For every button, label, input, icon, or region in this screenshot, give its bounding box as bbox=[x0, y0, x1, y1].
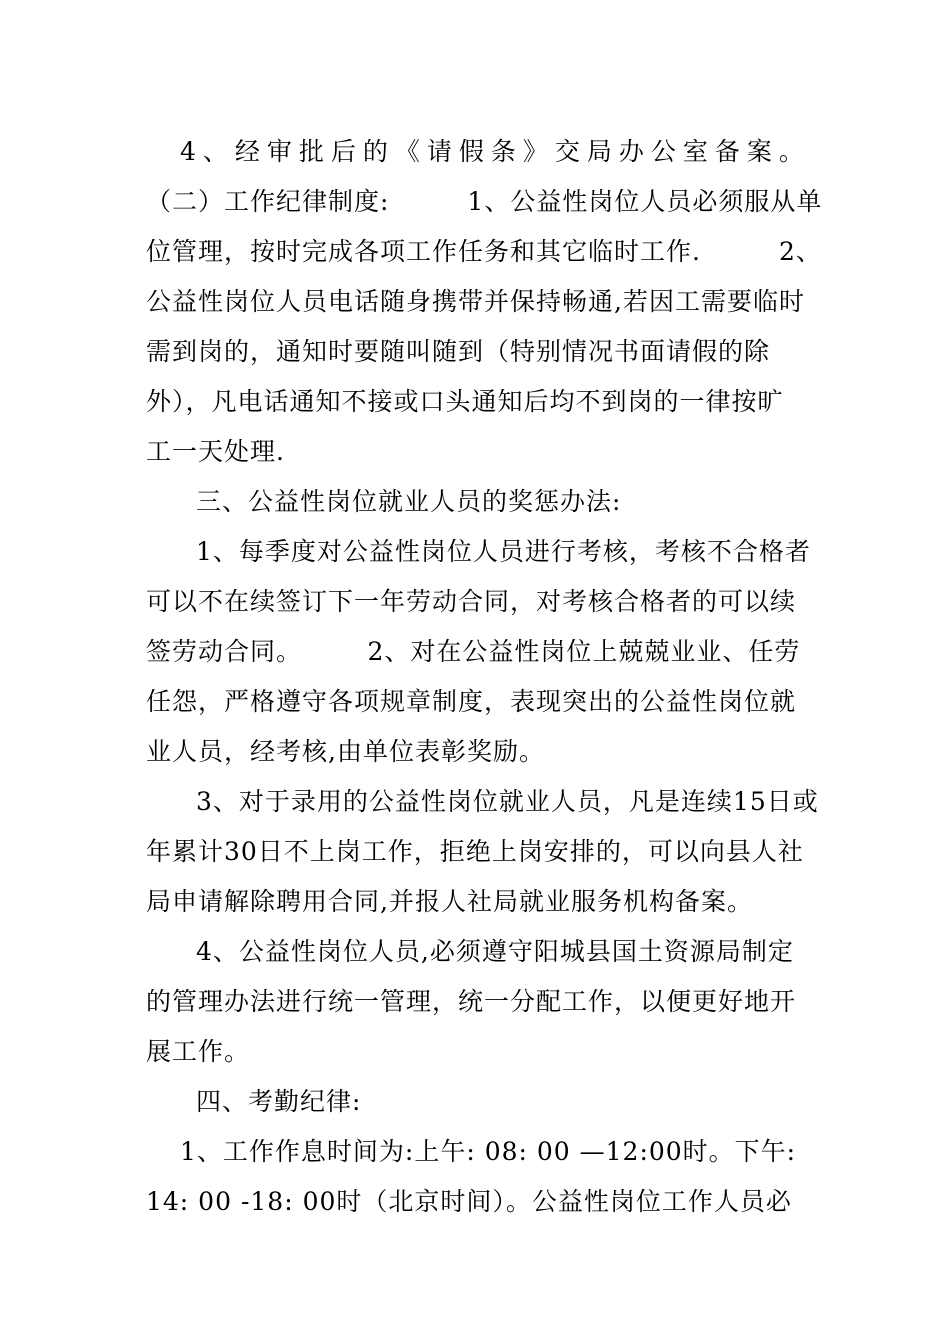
section-heading-4: 四、考勤纪律: bbox=[196, 1087, 362, 1116]
text-line-18: 的管理办法进行统一管理，统一分配工作，以便更好地开 bbox=[146, 987, 797, 1016]
text-line-6: 外），凡电话通知不接或口头通知后均不到岗的一律按旷 bbox=[146, 387, 784, 416]
text-line-19: 展工作。 bbox=[146, 1037, 251, 1066]
text-line-13: 业人员，经考核,由单位表彰奖励。 bbox=[146, 737, 545, 766]
text-line-21: 1、工作作息时间为:上午: 08: 00 —12:00时。下午: bbox=[180, 1137, 797, 1166]
text-line-9: 1、每季度对公益性岗位人员进行考核，考核不合格者 bbox=[196, 537, 811, 566]
text-line-5: 需到岗的，通知时要随叫随到（特别情况书面请假的除 bbox=[146, 337, 771, 366]
text-line-14: 3、对于录用的公益性岗位就业人员，凡是连续15日或 bbox=[196, 787, 819, 816]
text-line-4: 公益性岗位人员电话随身携带并保持畅通,若因工需要临时 bbox=[146, 287, 805, 316]
text-line-10: 可以不在续签订下一年劳动合同，对考核合格者的可以续 bbox=[146, 587, 797, 616]
text-line-2: （二）工作纪律制度: 1、公益性岗位人员必须服从单 bbox=[146, 187, 823, 216]
text-line-3: 位管理，按时完成各项工作任务和其它临时工作. 2、 bbox=[146, 237, 822, 266]
text-line-11: 签劳动合同。 2、对在公益性岗位上兢兢业业、任劳 bbox=[146, 637, 801, 666]
text-line-17: 4、公益性岗位人员,必须遵守阳城县国土资源局制定 bbox=[196, 937, 794, 966]
text-line-15: 年累计30日不上岗工作，拒绝上岗安排的，可以向县人社 bbox=[146, 837, 804, 866]
text-line-1: 4、经审批后的《请假条》交局办公室备案。 bbox=[180, 137, 811, 166]
section-heading-3: 三、公益性岗位就业人员的奖惩办法: bbox=[196, 487, 622, 516]
text-line-16: 局申请解除聘用合同,并报人社局就业服务机构备案。 bbox=[146, 887, 753, 916]
text-line-7: 工一天处理. bbox=[146, 437, 285, 466]
text-line-12: 任怨，严格遵守各项规章制度，表现突出的公益性岗位就 bbox=[146, 687, 797, 716]
text-line-22: 14: 00 -18: 00时（北京时间）。公益性岗位工作人员必 bbox=[146, 1187, 792, 1216]
